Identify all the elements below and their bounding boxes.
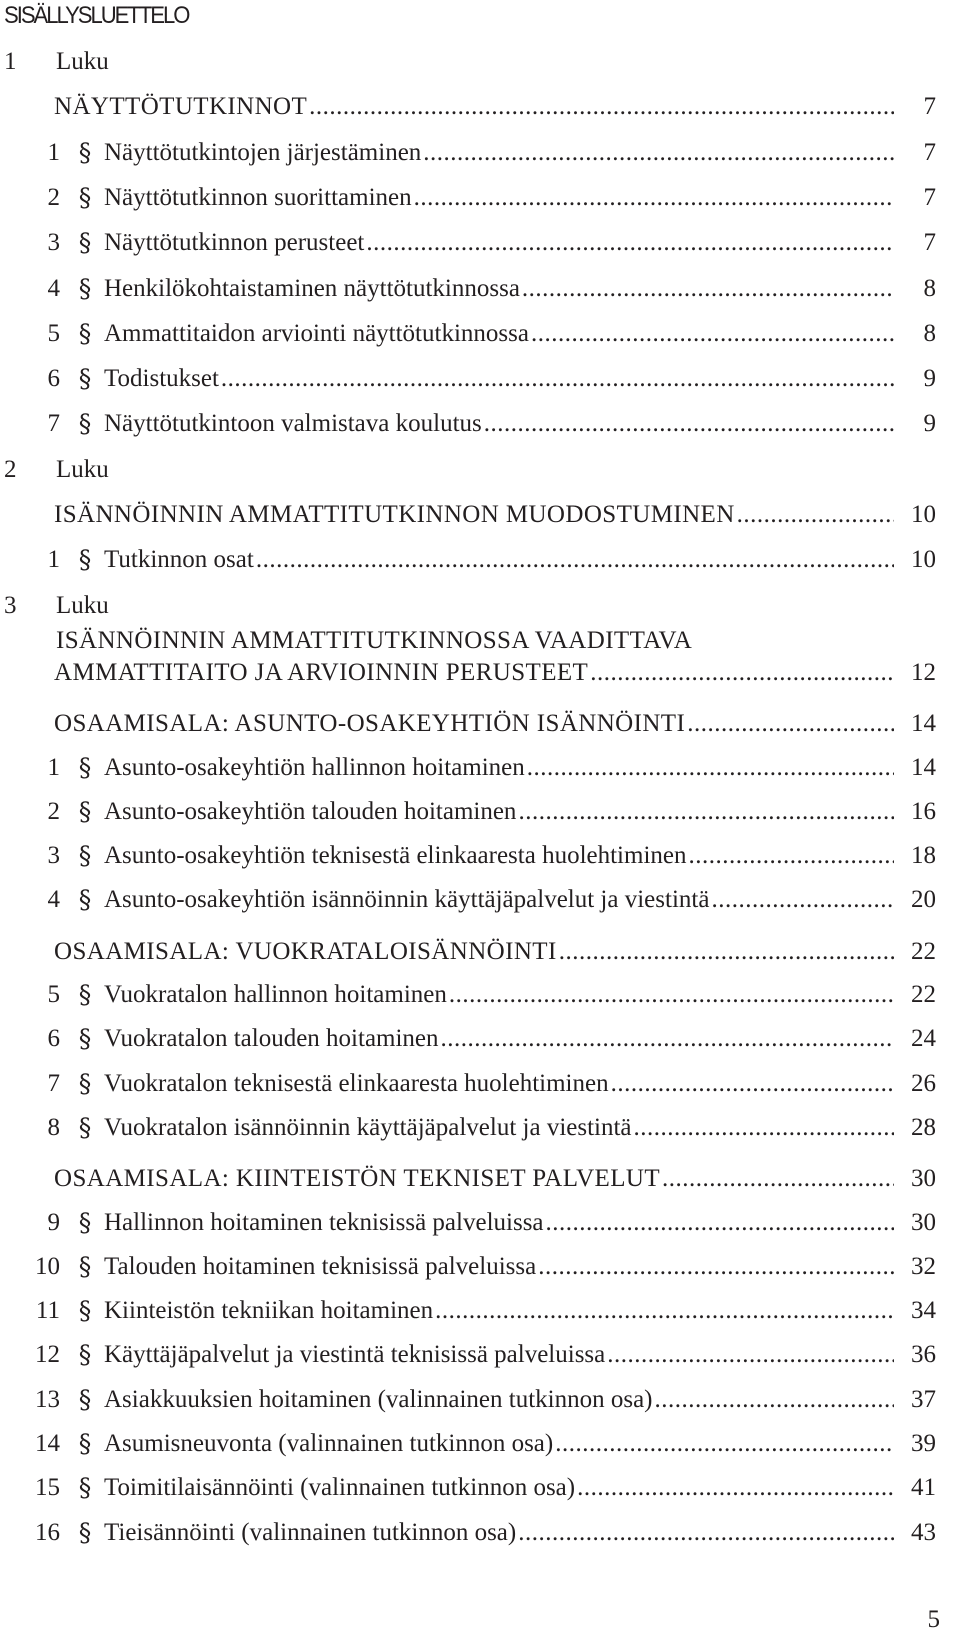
section-title: Tieisännöinti (valinnainen tutkinnon osa) <box>104 1518 517 1546</box>
dot-leader <box>527 748 894 788</box>
section-row <box>0 1380 960 1420</box>
section-symbol: § <box>78 1024 92 1054</box>
section-row <box>0 314 960 354</box>
dot-leader <box>309 87 894 127</box>
page-ref: 9 <box>923 365 936 393</box>
page-ref: 8 <box>923 274 936 302</box>
entry-text-with-leader <box>54 704 894 744</box>
section-symbol: § <box>78 1384 92 1414</box>
chapter-heading: NÄYTTÖTUTKINNOT <box>54 93 308 121</box>
section-number: 1 <box>47 753 60 781</box>
page-ref: 22 <box>911 937 936 965</box>
page-ref: 39 <box>911 1430 936 1457</box>
entry-text-with-leader <box>104 269 894 309</box>
section-number: 3 <box>47 842 60 870</box>
page-ref: 22 <box>911 981 936 1008</box>
dot-leader <box>689 836 895 876</box>
section-number: 7 <box>47 410 60 438</box>
page-ref: 7 <box>923 93 936 121</box>
section-row <box>0 1203 960 1243</box>
section-symbol: § <box>78 1296 92 1326</box>
page-ref: 36 <box>911 1341 936 1369</box>
section-number: 2 <box>47 797 60 825</box>
page-ref: 32 <box>911 1252 936 1280</box>
section-symbol: § <box>78 1112 92 1142</box>
section-row <box>0 1247 960 1287</box>
section-symbol: § <box>78 273 92 303</box>
section-row <box>0 1108 960 1148</box>
section-number: 4 <box>47 274 60 302</box>
entry-text-with-leader <box>54 1159 894 1199</box>
section-number: 11 <box>35 1297 60 1325</box>
section-title: Vuokratalon talouden hoitaminen <box>104 1025 439 1053</box>
section-title: Näyttötutkintojen järjestäminen <box>104 138 422 166</box>
chapter-heading-row <box>0 653 960 693</box>
dot-leader <box>522 269 894 309</box>
page-ref: 43 <box>911 1518 936 1546</box>
page-ref: 9 <box>923 410 936 438</box>
entry-text-with-leader <box>104 748 894 788</box>
section-title: Vuokratalon hallinnon hoitaminen <box>104 981 447 1008</box>
page-ref: 10 <box>911 501 936 528</box>
entry-text-with-leader <box>104 133 894 173</box>
dot-leader <box>711 880 894 920</box>
section-title: Näyttötutkinnon suorittaminen <box>104 183 412 211</box>
section-title: Toimitilaisännöinti (valinnainen tutkinnon osa) <box>104 1474 576 1502</box>
section-row <box>0 1424 960 1464</box>
section-row <box>0 1335 960 1375</box>
dot-leader <box>590 653 894 693</box>
section-row <box>0 880 960 920</box>
section-symbol: § <box>78 752 92 782</box>
section-title: Hallinnon hoitaminen teknisissä palveluissa <box>104 1208 544 1236</box>
section-number: 6 <box>47 1025 60 1053</box>
dot-leader <box>687 704 894 744</box>
section-title: Käyttäjäpalvelut ja viestintä teknisissä palveluissa <box>104 1341 606 1369</box>
section-symbol: § <box>78 885 92 915</box>
entry-text-with-leader <box>104 404 894 444</box>
chapter-label-row <box>0 586 960 626</box>
chapter-label: Luku <box>56 455 109 483</box>
dot-leader <box>366 223 894 263</box>
chapter-heading-row <box>0 87 960 127</box>
section-number: 12 <box>35 1341 60 1369</box>
page-ref: 7 <box>923 229 936 257</box>
entry-text-with-leader <box>104 1335 894 1375</box>
dot-leader <box>559 932 894 972</box>
section-symbol: § <box>78 364 92 394</box>
section-row <box>0 748 960 788</box>
dot-leader <box>546 1203 894 1243</box>
page-ref: 10 <box>911 546 936 574</box>
section-number: 4 <box>47 886 60 914</box>
entry-text-with-leader <box>104 1468 894 1508</box>
section-symbol: § <box>78 182 92 212</box>
section-number: 13 <box>35 1385 60 1413</box>
section-row <box>0 404 960 444</box>
section-title: Asunto-osakeyhtiön teknisestä elinkaaresta huolehtiminen <box>104 842 687 870</box>
chapter-heading-line: ISÄNNÖINNIN AMMATTITUTKINNOSSA VAADITTAVA <box>56 626 693 654</box>
section-title: Näyttötutkinnon perusteet <box>104 229 365 257</box>
entry-text-with-leader <box>104 880 894 920</box>
section-symbol: § <box>78 1517 92 1547</box>
page-ref: 12 <box>911 658 936 686</box>
section-symbol: § <box>78 137 92 167</box>
chapter-number: 1 <box>4 48 17 75</box>
entry-text-with-leader <box>104 792 894 832</box>
entry-text-with-leader <box>104 1513 894 1553</box>
section-number: 3 <box>47 229 60 257</box>
section-number: 10 <box>35 1252 60 1280</box>
chapter-label-row <box>0 42 960 82</box>
section-row <box>0 223 960 263</box>
dot-leader <box>611 1064 894 1104</box>
dot-leader <box>577 1468 894 1508</box>
section-number: 9 <box>47 1208 60 1236</box>
section-title: Vuokratalon teknisestä elinkaaresta huolehtiminen <box>104 1069 609 1097</box>
entry-text-with-leader <box>104 223 894 263</box>
entry-text-with-leader <box>104 1291 894 1331</box>
page-ref: 41 <box>911 1474 936 1502</box>
section-symbol: § <box>78 1207 92 1237</box>
section-title: Ammattitaidon arviointi näyttötutkinnossa <box>104 319 529 347</box>
section-number: 2 <box>47 183 60 211</box>
section-title: Asunto-osakeyhtiön isännöinnin käyttäjäpalvelut ja viestintä <box>104 886 710 914</box>
section-title: Asunto-osakeyhtiön hallinnon hoitaminen <box>104 753 525 781</box>
section-symbol: § <box>78 841 92 871</box>
section-title: Asumisneuvonta (valinnainen tutkinnon osa) <box>104 1430 554 1457</box>
section-title: Vuokratalon isännöinnin käyttäjäpalvelut ja viestintä <box>104 1113 632 1141</box>
section-row <box>0 1064 960 1104</box>
page-ref: 30 <box>911 1165 936 1193</box>
entry-text-with-leader <box>104 1064 894 1104</box>
entry-text-with-leader <box>104 1247 894 1287</box>
dot-leader <box>662 1159 894 1199</box>
chapter-heading-row <box>0 495 960 535</box>
section-symbol: § <box>78 318 92 348</box>
group-heading: OSAAMISALA: VUOKRATALOISÄNNÖINTI <box>54 937 557 965</box>
dot-leader <box>538 1247 894 1287</box>
chapter-number: 3 <box>4 591 17 619</box>
section-title: Asunto-osakeyhtiön talouden hoitaminen <box>104 797 517 825</box>
section-number: 8 <box>47 1113 60 1141</box>
entry-text-with-leader <box>104 975 894 1015</box>
section-title: Näyttötutkintoon valmistava koulutus <box>104 410 482 438</box>
section-number: 14 <box>35 1430 60 1457</box>
entry-text-with-leader <box>54 87 894 127</box>
group-heading: OSAAMISALA: ASUNTO-OSAKEYHTIÖN ISÄNNÖINTI <box>54 710 686 738</box>
section-title: Henkilökohtaistaminen näyttötutkinnossa <box>104 274 520 302</box>
section-row <box>0 975 960 1015</box>
entry-text-with-leader <box>104 1019 894 1059</box>
page-ref: 8 <box>923 319 936 347</box>
section-number: 7 <box>47 1069 60 1097</box>
group-heading-row <box>0 1159 960 1199</box>
section-row <box>0 1513 960 1553</box>
section-title: Asiakkuuksien hoitaminen (valinnainen tutkinnon osa) <box>104 1385 653 1413</box>
section-row <box>0 359 960 399</box>
group-heading-row <box>0 704 960 744</box>
section-number: 5 <box>47 319 60 347</box>
section-symbol: § <box>78 545 92 575</box>
section-symbol: § <box>78 1473 92 1503</box>
section-number: 5 <box>47 981 60 1008</box>
dot-leader <box>555 1424 894 1464</box>
page-ref: 30 <box>911 1208 936 1236</box>
section-symbol: § <box>78 796 92 826</box>
page-number: 5 <box>927 1606 940 1633</box>
section-number: 1 <box>47 546 60 574</box>
section-row <box>0 178 960 218</box>
section-row <box>0 540 960 580</box>
dot-leader <box>531 314 894 354</box>
section-row <box>0 1019 960 1059</box>
page-ref: 34 <box>911 1297 936 1325</box>
page-ref: 20 <box>911 886 936 914</box>
entry-text-with-leader <box>104 540 894 580</box>
dot-leader <box>634 1108 894 1148</box>
section-row <box>0 836 960 876</box>
section-row <box>0 269 960 309</box>
section-symbol: § <box>78 228 92 258</box>
section-row <box>0 1468 960 1508</box>
dot-leader <box>737 495 894 535</box>
toc-title: SISÄLLYSLUETTELO <box>4 2 189 29</box>
section-symbol: § <box>78 1251 92 1281</box>
page-ref: 18 <box>911 842 936 870</box>
entry-text-with-leader <box>104 359 894 399</box>
section-row <box>0 133 960 173</box>
page-ref: 7 <box>923 138 936 166</box>
page-ref: 37 <box>911 1385 936 1413</box>
dot-leader <box>449 975 894 1015</box>
section-number: 16 <box>35 1518 60 1546</box>
section-number: 6 <box>47 365 60 393</box>
section-row <box>0 1291 960 1331</box>
dot-leader <box>441 1019 894 1059</box>
chapter-label-row <box>0 450 960 490</box>
chapter-number: 2 <box>4 455 17 483</box>
page-ref: 7 <box>923 183 936 211</box>
page-ref: 24 <box>911 1025 936 1053</box>
section-symbol: § <box>78 1429 92 1458</box>
section-title: Todistukset <box>104 365 219 393</box>
chapter-label: Luku <box>56 591 109 619</box>
section-symbol: § <box>78 1068 92 1098</box>
dot-leader <box>435 1291 894 1331</box>
section-title: Tutkinnon osat <box>104 546 254 574</box>
entry-text-with-leader <box>104 1108 894 1148</box>
chapter-heading: ISÄNNÖINNIN AMMATTITUTKINNON MUODOSTUMINEN <box>54 501 735 528</box>
dot-leader <box>518 792 894 832</box>
dot-leader <box>518 1513 894 1553</box>
entry-text-with-leader <box>104 1203 894 1243</box>
section-number: 15 <box>35 1474 60 1502</box>
section-title: Talouden hoitaminen teknisissä palveluissa <box>104 1252 537 1280</box>
entry-text-with-leader <box>54 653 894 693</box>
entry-text-with-leader <box>54 495 894 535</box>
entry-text-with-leader <box>104 1424 894 1464</box>
dot-leader <box>221 359 894 399</box>
page-ref: 14 <box>911 710 936 738</box>
section-symbol: § <box>78 1340 92 1370</box>
dot-leader <box>484 404 894 444</box>
dot-leader <box>655 1380 894 1420</box>
section-number: 1 <box>47 138 60 166</box>
group-heading: OSAAMISALA: KIINTEISTÖN TEKNISET PALVELUT <box>54 1165 660 1193</box>
entry-text-with-leader <box>104 1380 894 1420</box>
section-row <box>0 792 960 832</box>
dot-leader <box>414 178 894 218</box>
entry-text-with-leader <box>54 932 894 972</box>
page-ref: 14 <box>911 753 936 781</box>
page-ref: 26 <box>911 1069 936 1097</box>
section-title: Kiinteistön tekniikan hoitaminen <box>104 1297 434 1325</box>
dot-leader <box>607 1335 894 1375</box>
entry-text-with-leader <box>104 836 894 876</box>
page-ref: 16 <box>911 797 936 825</box>
dot-leader <box>256 540 894 580</box>
entry-text-with-leader <box>104 178 894 218</box>
group-heading-row <box>0 932 960 972</box>
section-symbol: § <box>78 409 92 439</box>
chapter-heading-line: AMMATTITAITO JA ARVIOINNIN PERUSTEET <box>54 658 589 686</box>
dot-leader <box>423 133 894 173</box>
page-ref: 28 <box>911 1113 936 1141</box>
section-symbol: § <box>78 980 92 1009</box>
chapter-label: Luku <box>56 48 109 75</box>
entry-text-with-leader <box>104 314 894 354</box>
